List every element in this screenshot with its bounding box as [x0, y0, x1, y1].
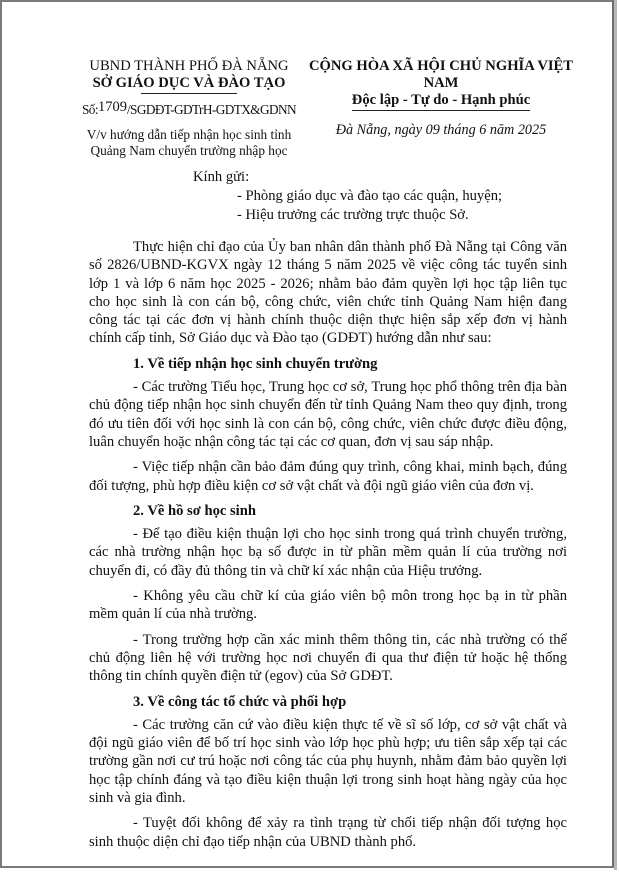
nation-title: CỘNG HÒA XÃ HỘI CHỦ NGHĨA VIỆT NAM [308, 58, 574, 91]
subject-line: Quảng Nam chuyển trường nhập học [90, 143, 288, 158]
section-heading: 3. Về công tác tổ chức và phối hợp [133, 693, 347, 710]
national-header [296, 58, 586, 139]
body-paragraph: - Để tạo điều kiện thuận lợi cho học sinh trong quá trình chuyển trường, các nhà trường nhận học bạ số được in từ phần mềm quản lí của trường nơi chuyển đi, có đầy đủ thông tin và chữ kí xác nhận của Hiệu trưởng. [89, 526, 567, 579]
body-paragraph: - Trong trường hợp cần xác minh thêm thông tin, các nhà trường có thể chủ động liên hệ với trường học nơi chuyển đi qua thư điện tử hoặc hệ thống thông tin chính quyền điện tử (egov) của Sở GDĐT. [89, 631, 567, 685]
intro-paragraph: Thực hiện chỉ đạo của Ủy ban nhân dân thành phố Đà Nẵng tại Công văn số 2826/UBND-KGVX ngày 12 tháng 5 năm 2025 về việc công tác tuyển sinh lớp 1 và lớp 6 năm học 2025 - 2026; nhằm bảo đảm quyền lợi học tập liên tục cho học sinh là con cán bộ, công chức, viên chức tỉnh Quảng Nam hiện đang công tác tại các đơn vị hành chính thuộc diện thực hiện sắp xếp đơn vị hành chính cấp tỉnh, Sở Giáo dục và Đào tạo (GDĐT) hướng dẫn như sau: [89, 239, 567, 347]
letter-body [89, 238, 567, 851]
page-shadow [614, 0, 617, 870]
issuing-department: SỞ GIÁO DỤC VÀ ĐÀO TẠO [92, 75, 286, 91]
body-paragraph: - Tuyệt đối không để xảy ra tình trạng từ chối tiếp nhận đối tượng học sinh thuộc diện chỉ đạo tiếp nhận của UBND thành phố. [89, 815, 567, 850]
document-subject [64, 127, 314, 159]
doc-number-suffix: /SGDĐT-GDTrH-GDTX&GDNN [126, 102, 296, 117]
body-paragraph: - Các trường căn cứ vào điều kiện thực tế về sĩ số lớp, cơ sở vật chất và đội ngũ giáo viên để bố trí học sinh vào lớp học phù hợp; ưu tiên sắp xếp tại các trường gần nơi cư trú hoặc nơi công tác của phụ huynh, nhằm đảm bảo quyền lợi học tập chính đáng và tạo điều kiện thuận lợi trong sinh hoạt hàng ngày của học sinh và gia đình. [89, 716, 567, 807]
recipients-block [193, 168, 502, 225]
body-paragraph: - Các trường Tiểu học, Trung học cơ sở, Trung học phổ thông trên địa bàn chủ động tiếp nhận học sinh chuyển đến từ tỉnh Quảng Nam theo quy định, trong đó ưu tiên đối với học sinh là con cán bộ, công chức, viên chức được điều động, luân chuyển hoặc nhận công tác tại các cơ quan, đơn vị sau sáp nhập. [89, 379, 567, 450]
recipient-item: - Hiệu trưởng các trường trực thuộc Sở. [237, 207, 469, 223]
issuing-authority: UBND THÀNH PHỐ ĐÀ NẴNG [89, 58, 289, 74]
section-heading: 1. Về tiếp nhận học sinh chuyển trường [133, 355, 378, 372]
body-paragraph: - Việc tiếp nhận cần bảo đảm đúng quy trình, công khai, minh bạch, đúng đối tượng, phù hợp điều kiện cơ sở vật chất và đội ngũ giáo viên của đơn vị. [89, 459, 567, 494]
department-underline [141, 93, 237, 94]
issuer-header [64, 58, 314, 159]
recipients-label: Kính gửi: [193, 169, 250, 185]
body-paragraph: - Không yêu cầu chữ kí của giáo viên bộ môn trong học bạ in từ phần mềm quản lí của nhà trường. [89, 588, 567, 623]
subject-line: V/v hướng dẫn tiếp nhận học sinh tỉnh [86, 127, 292, 142]
place-and-date: Đà Nẵng, ngày 09 tháng 6 năm 2025 [335, 122, 547, 138]
recipient-item: - Phòng giáo dục và đào tạo các quận, huyện; [237, 188, 503, 204]
doc-number-prefix: Số: [82, 102, 98, 117]
national-motto: Độc lập - Tự do - Hạnh phúc [352, 92, 530, 111]
doc-number-value: 1709 [97, 99, 127, 115]
section-heading: 2. Về hồ sơ học sinh [133, 502, 256, 519]
document-number [64, 101, 314, 119]
